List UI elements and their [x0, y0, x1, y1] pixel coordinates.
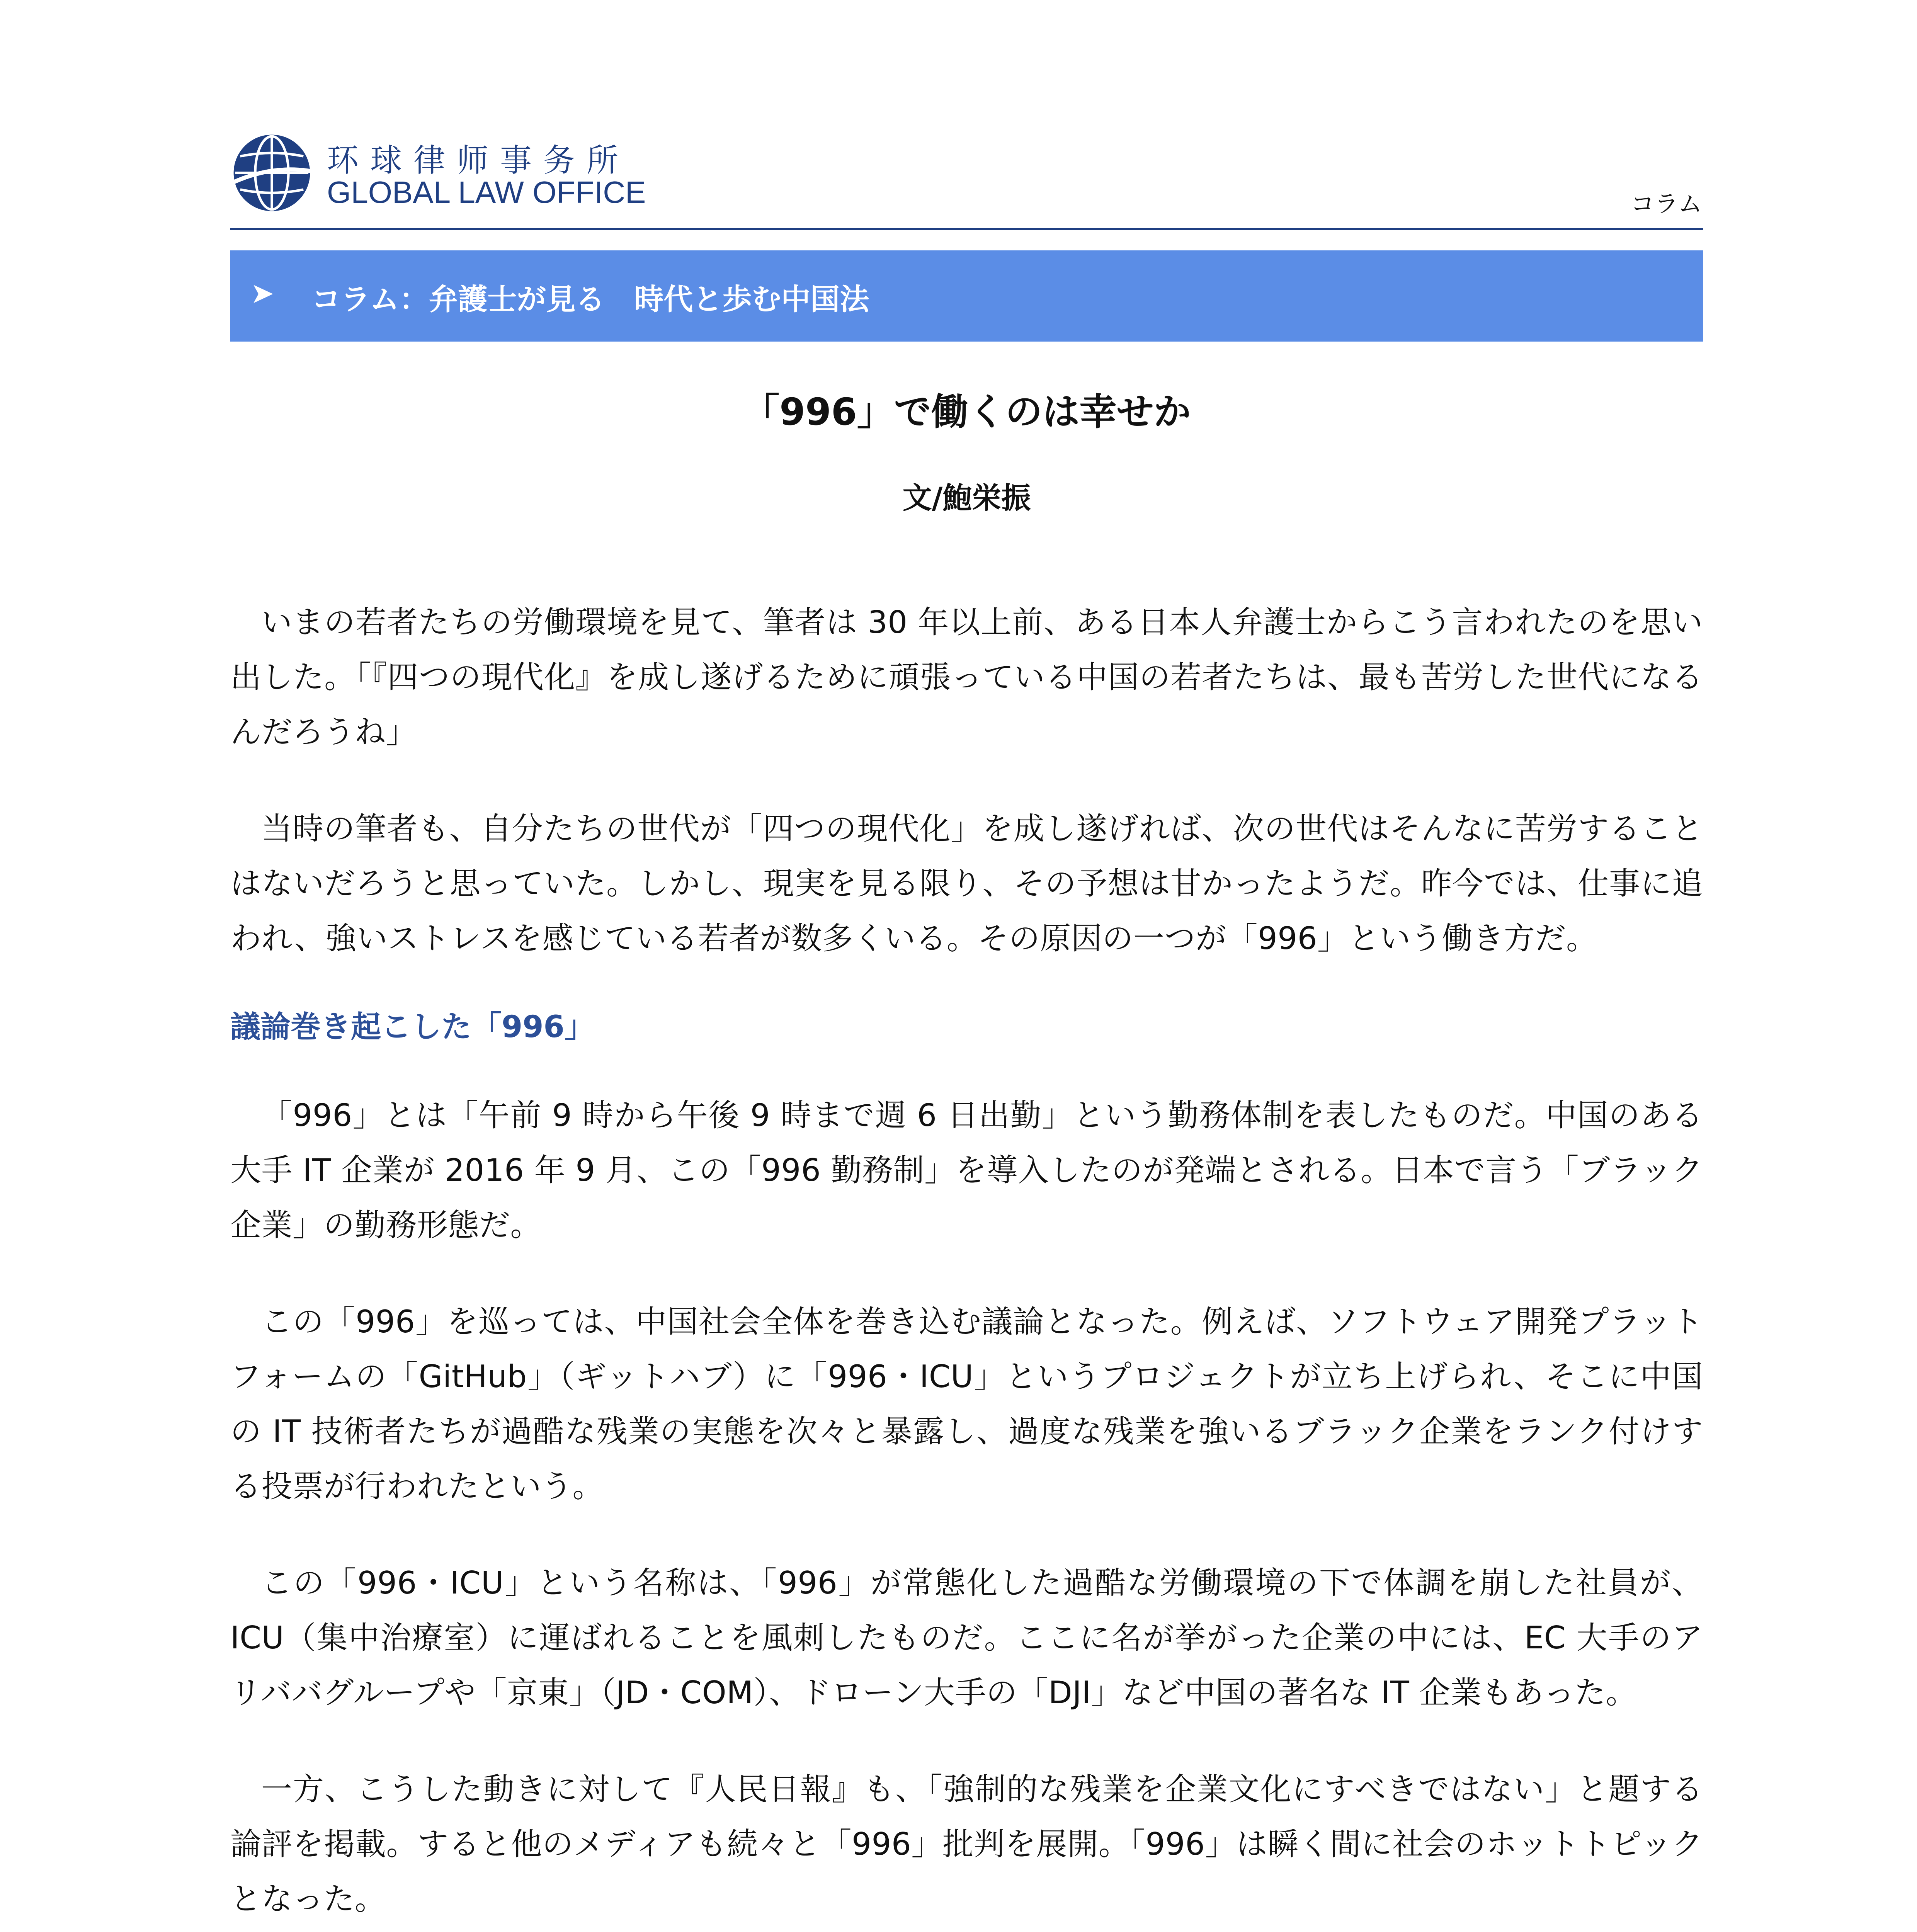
paragraph: 当時の筆者も、自分たちの世代が「四つの現代化」を成し遂げれば、次の世代はそんなに苦労することはないだろうと思っていた。しかし、現実を見る限り、その予想は甘かったようだ。昨今では、仕事に追われ、強いストレスを感じている若者が数多くいる。その原因の一つが「996」という働き方だ。 — [230, 811, 1703, 956]
paragraph: この「996」を巡っては、中国社会全体を巻き込む議論となった。例えば、ソフトウェア開発プラットフォームの「GitHub」（ギットハブ）に「996・ICU」というプロジェクトが立ち上げられ、そこに中国の IT 技術者たちが過酷な残業の実態を次々と暴露し、過度な残業を強いるブラック企業をランク付けする投票が行われたという。 — [230, 1304, 1703, 1504]
globe-icon — [230, 131, 313, 214]
arrow-right-icon: ➤ — [250, 277, 275, 310]
logo-chinese-name: 环球律师事务所 — [327, 142, 630, 179]
header-divider — [230, 228, 1703, 230]
paragraph: この「996・ICU」という名称は、「996」が常態化した過酷な労働環境の下で体調を崩した社員が、ICU（集中治療室）に運ばれることを風刺したものだ。ここに名が挙がった企業の中には、EC 大手のアリババグループや「京東」（JD・COM）、ドローン大手の「DJI」など中国の著名な IT 企業もあった。 — [230, 1565, 1703, 1711]
paragraph: 「996」とは「午前 9 時から午後 9 時まで週 6 日出勤」という勤務体制を表したものだ。中国のある大手 IT 企業が 2016 年 9 月、この「996 勤務制」を導入したのが発端とされる。日本で言う「ブラック企業」の勤務形態だ。 — [230, 1097, 1703, 1243]
banner-title: コラム：弁護士が見る 時代と歩む中国法 — [311, 282, 869, 316]
logo-english-name: GLOBAL LAW OFFICE — [327, 175, 646, 209]
paragraph: 一方、こうした動きに対して『人民日報』も、「強制的な残業を企業文化にすべきではない」と題する論評を掲載。すると他のメディアも続々と「996」批判を展開。「996」は瞬く間に社会のホットトピックとなった。 — [230, 1771, 1703, 1917]
column-banner — [230, 250, 1703, 342]
paragraph: いまの若者たちの労働環境を見て、筆者は 30 年以上前、ある日本人弁護士からこう言われたのを思い出した。「『四つの現代化』を成し遂げるために頑張っている中国の若者たちは、最も苦労した世代になるんだろうね」 — [230, 604, 1703, 750]
article-title: 「996」で働くのは幸せか — [742, 390, 1191, 434]
article-byline: 文/鮑栄振 — [902, 481, 1031, 515]
company-logo — [230, 131, 686, 220]
article-body — [230, 595, 1703, 1932]
section-heading: 議論巻き起こした「996」 — [230, 1010, 595, 1044]
section-label: コラム — [1630, 190, 1702, 218]
